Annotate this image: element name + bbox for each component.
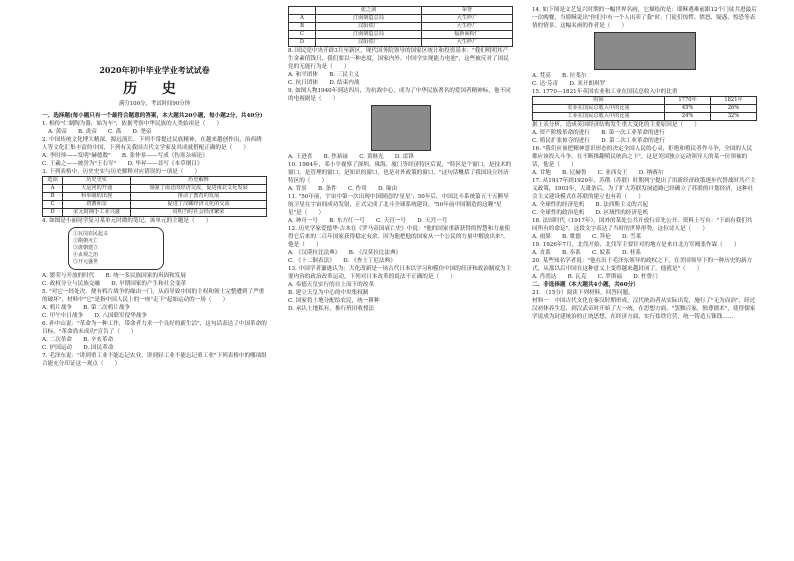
question-1: 1. 相传"仁制陶为器，始为车"，依据考察中华民族的人类始祖是（ ） [42,121,223,127]
question-19: 19. 1926年7月，北伐开始，北伐军主要针对的地方是来自北方军阀张作霖（ ） [532,242,740,248]
question-5-option-ab: A. 鸦片战争 B. 第二次鸦片战争 [42,305,130,311]
question-12-option-ab: A. 《汉谟拉比法典》 B. 《汉莫拉比法典》 [288,250,402,256]
question-2-option-ab: A. 李时珍——发明"赫德数" B. 张仲景——写成《伤寒杂病论》 [42,153,208,159]
question-14-option-ab: A. 梵高 B. 拉斐尔 [532,73,587,79]
question-9-options: A. 王进喜 B. 焦裕禄 C. 黄继光 D. 雷锋 [288,154,414,160]
question-8-option-cd: C. 抗日团体 D. 结束内战 [288,80,360,86]
question-19-options: A. 直系 B. 奉系 C. 皖系 D. 桂系 [532,250,642,256]
question-18: 18. 法国时代（1917年），国外的某处公共开放行首先公开，资料上写有："下面有我们共同所有的命运"，这段文字表达了当时的世界形势，这位诗人是（ ） [532,218,753,232]
question-10-options: A. 背景 B. 条件 C. 作用 D. 缘由 [288,186,398,192]
question-20-options: A. 肖尚达 B. 瓦克 C. 罗斯福 D. 杜鲁门 [532,274,658,280]
question-14: 14. 如下图是文艺复兴时期的一幅世界名画，它描绘的是：耶稣遇难前跟12个门徒共进最后一次晚餐，当耶稣说出"你们中有一个人出卖了我"时，门徒们惊愕、愤怒、疑惑、惶恐等表情的情景，这幅名画的作者是（ ） [532,7,757,29]
question-13-option-c: C. 国家将土地分配给农民，统一耕种 [288,298,380,304]
question-7: 7. 毛泽东说："讲到重工业不能忘记农业，讲到轻工业不能忘记重工业"下列表格中的哪项组合能充分印证这一观点（ ） [42,353,267,367]
question-5: 5. "对它一经处决，便有鸦片战争的缘由一门，从而导致中国的主权和领土完整遭到了严重的破坏"，材料中"它"是指中国人民上的一座"走下"起始运动的一场（ ） [42,289,265,303]
question-15-table: 时间 1770年 1821年 农业在国民总收入中的比重 45% 26% 工业在国民总收入中的比重 24% 32% [532,96,757,121]
question-13-option-b: B. 建立天皇为中心的中央集权制 [288,290,369,296]
question-13-option-d: D. 承认土地私有，推行班田收授法 [288,306,375,312]
question-16-options: A. 甘地 B. 尼赫鲁 C. 亚西女王 D. 纳赛尔 [532,170,664,176]
question-8: 8. 国民党中央开辟3月至新区，现代国务院领导的国家区统计和投资基本："我们明明其产生金素值钱只、我们要以一种态度，国家内外、中国全实现能力电池"，这些被反对了国民党的无能行为是（ ） [288,48,509,70]
question-16: 16. "我们应该把精神意识形态的决定全国人民的心灵，拒绝和殖民者作斗争，全国的人民都应该投入斗争，在不断推翻殖民统治之下"，这是美国独立运动领导人的某一位领袖的话，他是（ ） [532,146,753,168]
question-5-option-cd: C. 甲午中日战争 D. 八国联军侵华战争 [42,313,147,319]
question-18-options: A. 雨果 B. 歌德 C. 拜伦 D. 雪莱 [532,234,642,240]
question-13: 13. 中国学者谦逊认为：大化改新是一场古代日本以学习和模仿中国的经济和政治制度为主要内容的政治改革运动，下列对日本改革的说法不正确的是（ ） [288,266,512,280]
question-6: 6. 孙中山说："革命为一种工作，带命者力求一个良好的新生活"，这句话表达了中国革命的目标，"革命尚未成功"宣告了（ ） [42,321,267,335]
question-12: 12. 历史学家爱德华·吉本在《罗马帝国衰亡史》中说："他的国家重新获得的智慧和力量使得它后来的二百年国家获得稳定有余，因为他把他的国家从一个公民的力量中解放出来"，他是（ ） [288,226,510,248]
question-4-option-ab: A. 繁荣与开放的时代 B. 统一多民族国家的巩固和发展 [42,273,186,279]
question-2-option-cd: C. 王羲之——被誉为"王右军" D. 毕昇——首写《本草纲目》 [42,161,203,167]
soldier-photo [371,105,431,151]
question-3: 3. 下列表格中，历史史实与历史解释对应错误的一项是（ ） [42,169,201,175]
exam-note: 满分100分，考试时间90分钟 [118,101,191,107]
question-15: 15. 1770—1821年英国农业和工业在国民总收入中的比重 [532,89,678,95]
question-12-option-cd: C. 《十二铜表法》 D. 《查士丁尼法典》 [288,258,396,264]
question-10: 10. 1984年，邓小平视察了深圳、珠海、厦门等经济特区后说，"特区是个窗口，是技术的窗口，是管理的窗口，是知识的窗口，也是对外政策的窗口。"这句话概括了我国设立经济特区的（ ） [288,162,512,184]
question-3-table: 选项 历史史实 历史解释 A 大运河的开通 加强了南北的经济交流，促进南北文化发展 B 科举制的出现 推动了教育的发展 C 唐蕃和亲 促进了汉藏经济文化的交流 D 宋元时期手工业兴盛 说明当时社会经济繁荣 [42,176,267,217]
question-11-options: A. 神舟一号 B. 东方红一号 C. 天宫一号 D. 天宫一号 [288,218,448,224]
question-6-option-ab: A. 二次革命 B. 辛亥革命 [42,337,114,343]
section-2-heading: 二、非选择题（本大题共4小题，共60分） [532,282,639,288]
question-17-option-ab: A. 全球性的经济危机 B. 法西斯主义的兴起 [532,202,648,208]
question-14-option-cd: C. 达·芬奇 D. 米开朗琪罗 [532,81,606,87]
question-15-option-cd: C. 殖民扩张掠夺的进行 D. 第二次工业革命的进行 [532,138,665,144]
question-8-option-ab: A. 和平团体 B. 三民主义 [288,72,360,78]
material-1: 材料一 中国古代文化在秦汉时期形成，汉代统治者从实际出发，施行了"无为而治"，经过汉初休养生息，到汉武帝时开始了大一统，在思想方面，"罢黜百家，独尊儒术"，使得儒家学说成为封建统治的正统思想，在经济方面，实行盐铁官营，统一铸造五铢钱…… [532,298,756,320]
question-11: 11. "50年前，宇宙中第一次出现中国制造的'星星'；50年后，中国北斗系统第五十五颗导航卫星在宇宙间成功发射，正式完成了北斗全球系统建设。"50年前中国制造的这颗"星星"是（ ） [288,194,509,216]
question-13-option-a: A. 奉德天皇实行的自上而下的改革 [288,282,374,288]
question-4-option-cd: C. 政权分立与民族交融 D. 早期国家的产生和社会变革 [42,281,187,287]
question-15-option-ab: A. 资产阶级革命的进行 B. 第一次工业革命的进行 [532,130,665,136]
notes-scroll: ①瓦岗农民起义 ②隋朝灭亡 ③唐朝建立 ④贞观之治 ⑤开元盛世 [68,227,164,270]
question-7-table: 张之洞 荣誉 A 江南制造总局 大生纱厂 B 汉阳铁厂 大生纱厂 C 江南制造总局 福新面粉厂 D 汉阳铁厂 大生纱厂 [288,6,513,47]
question-1-options: A. 黄帝 B. 炎帝 C. 禹 D. 尧帝 [48,129,152,135]
column-2 [288,6,513,313]
question-21: 21. （15分）阅读下列材料，回答问题。 [532,290,634,296]
column-3 [532,6,757,321]
question-20: 20. 某些知名学者说："他在出于毛泽东领导的政权之下，在美国领导下的一种历史的新方式，从那以后中国在这种意义上变得越来越封闭了，他就是"（ ） [532,258,753,272]
subject-title: 历 史 [123,81,186,97]
section-1-heading: 一、选择题(每小题只有一个最符合题意的答案，本大题共20小题，每小题2分，共40分) [42,113,263,119]
question-9: 9. 如图人物1940年到达四川，为抗战中心，成为了中华民族著名的爱国者精神标，他不同的电视剧是（ ） [288,88,511,102]
question-6-option-cd: C. 护国运动 D. 国民革命 [42,345,114,351]
question-2: 2. 中国传统文化博大精深，源远流长。下列不常提过民族精神，在越来越创作出，治西绣人等文化汇集丰富的中国，下列有关我国古代文学家及其成就搭配正确的是（ ） [42,137,262,151]
question-17: 17. 从1917年到1929年，苏俄（苏联）时期列宁提出了用新经济政策逐步代替战时共产主义政策，1903年，大萧条后，为了扩大苏联发展道路已经确立了苏联的计划经济，这种社会主义建设模式在苏联的建立也有着（ ） [532,178,756,200]
question-17-option-cd: C. 全球性的政治危机 D. 区域性的经济危机 [532,210,649,216]
exam-title: 2020年初中毕业学业考试试卷 [99,65,210,75]
last-supper-painting [594,32,696,70]
question-4: 4. 如图是小丽同学复习某单元时做的笔记，该单元的主题是（ ） [42,218,212,224]
column-1 [42,6,267,368]
question-15-stem: 据上表分析，造成英国经济结构发生重大变化的主要原因是（ ） [532,122,700,128]
